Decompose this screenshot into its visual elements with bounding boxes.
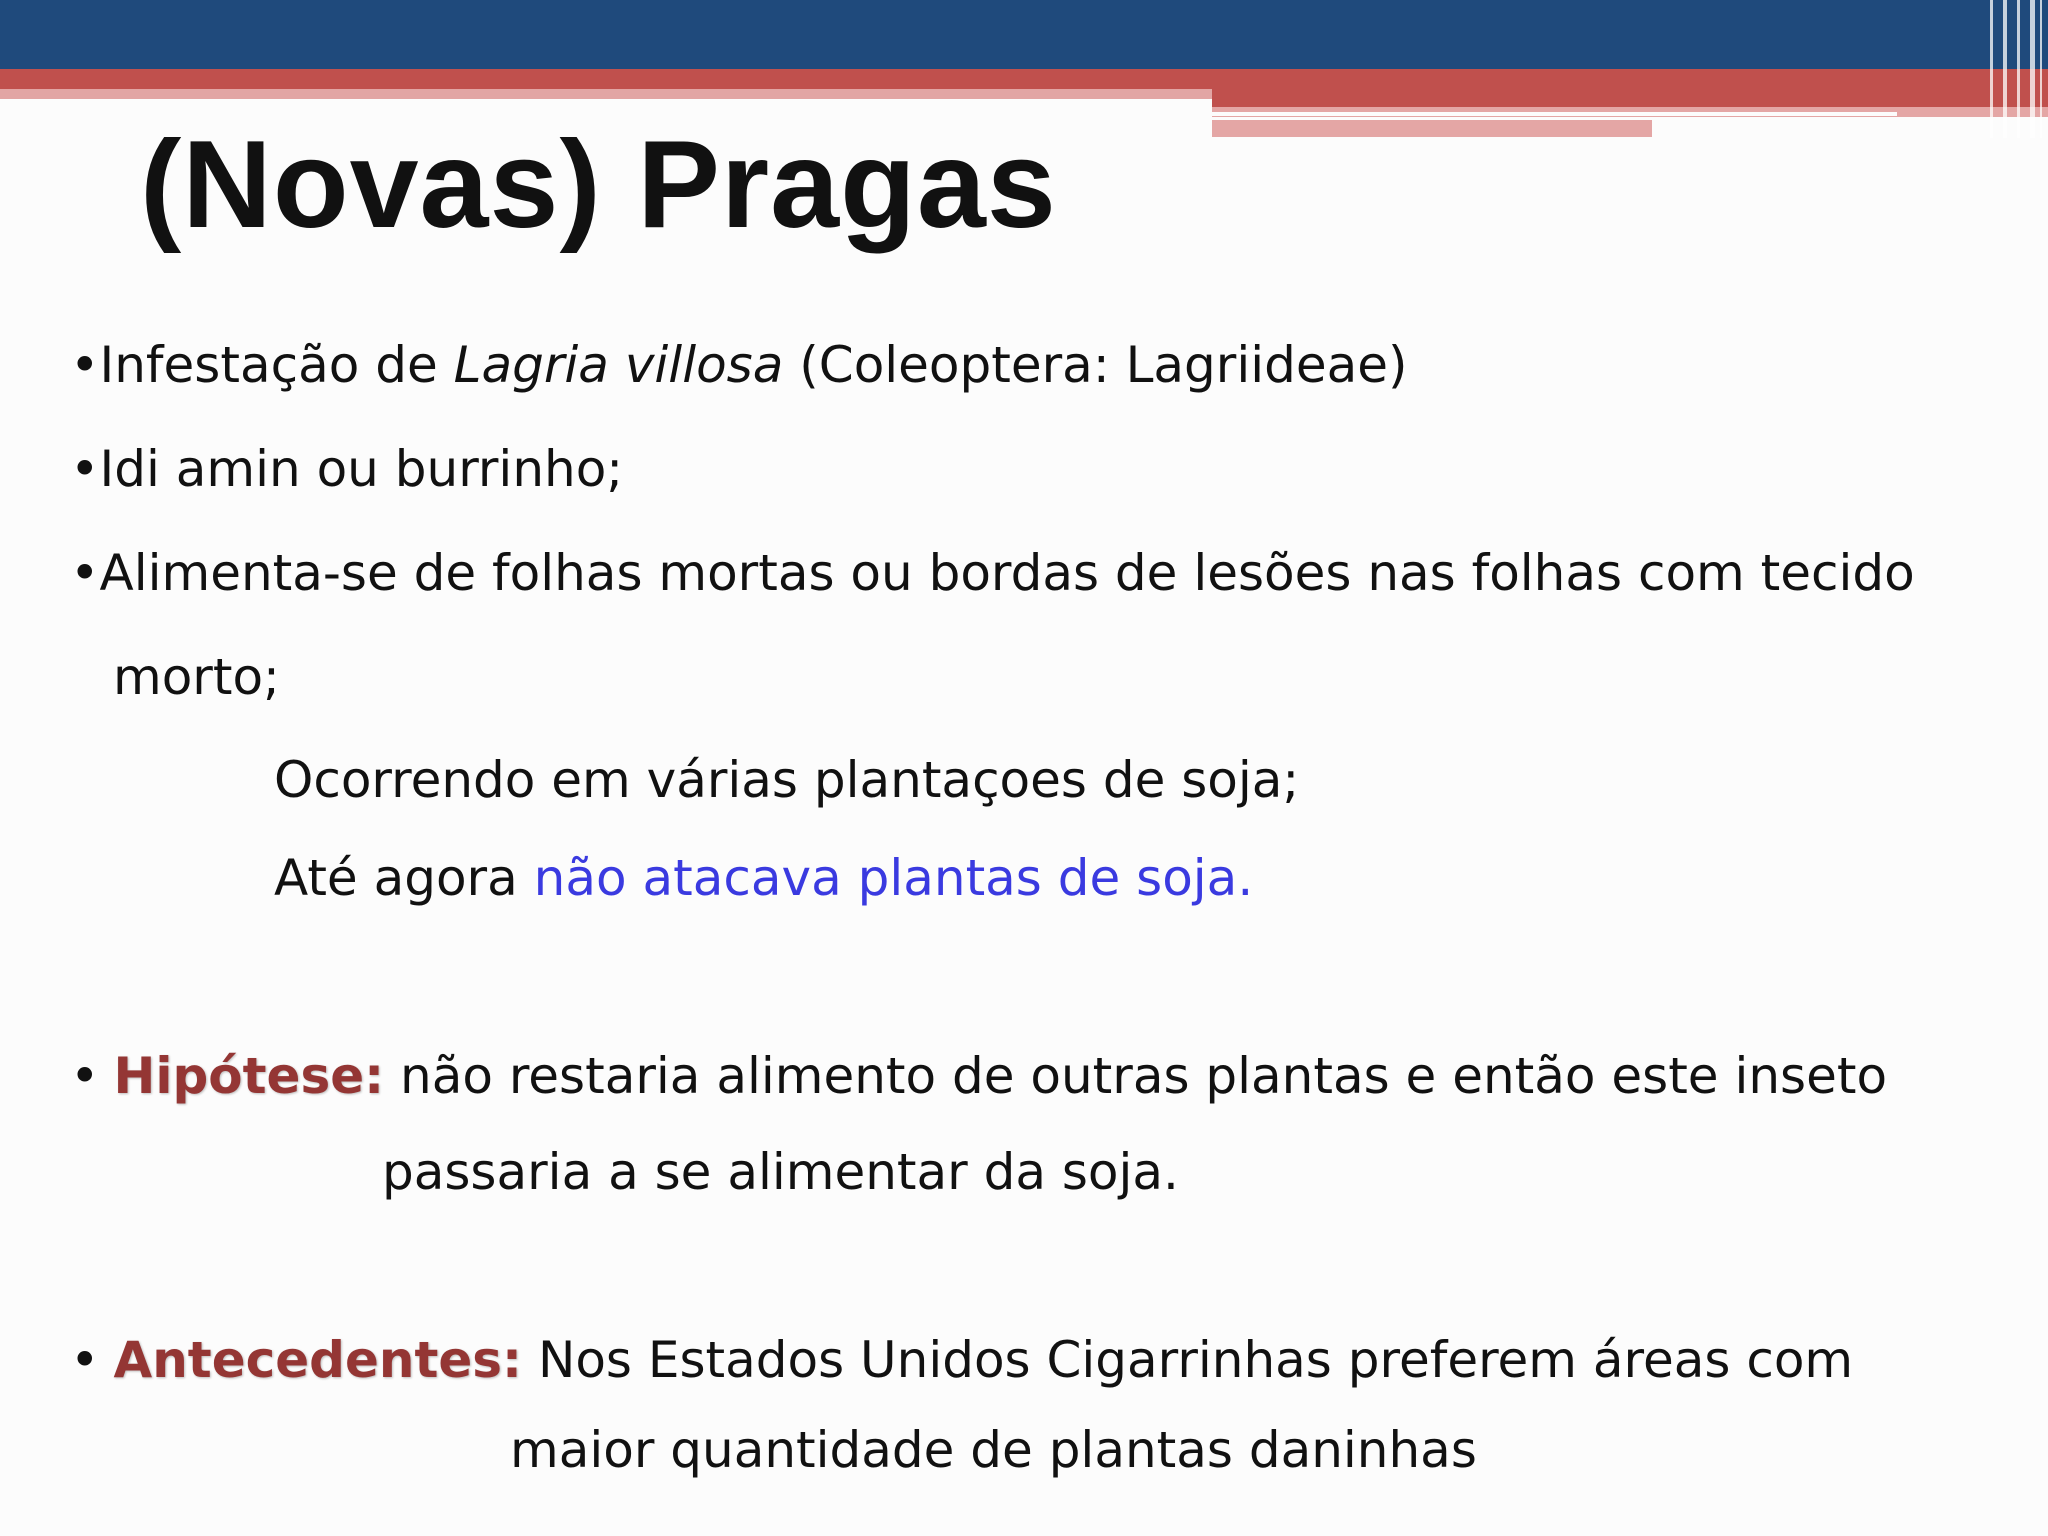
hypothesis-label: Hipótese: bbox=[113, 1047, 385, 1105]
bullet-icon: • bbox=[70, 1047, 100, 1105]
bullet-hypothesis bbox=[70, 1044, 1887, 1108]
banner-stripe bbox=[2003, 0, 2007, 138]
hypothesis-text-line2: passaria a se alimentar da soja. bbox=[382, 1143, 1179, 1201]
banner-stripe bbox=[2040, 0, 2042, 138]
species-name: Lagria villosa bbox=[453, 336, 784, 394]
until-now-highlight: não atacava plantas de soja. bbox=[533, 849, 1254, 907]
banner-pink-band-left bbox=[0, 89, 1212, 99]
infestation-suffix: (Coleoptera: Lagriideae) bbox=[783, 336, 1408, 394]
until-now-prefix: Até agora bbox=[274, 849, 534, 907]
banner-red-band bbox=[0, 69, 2048, 89]
infestation-prefix: Infestação de bbox=[99, 336, 454, 394]
banner-stripe bbox=[1990, 0, 1993, 138]
slide-title: (Novas) Pragas bbox=[140, 116, 1057, 254]
background-text-line2: maior quantidade de plantas daninhas bbox=[510, 1421, 1477, 1479]
bullet-common-names bbox=[70, 437, 623, 501]
occurring-text: Ocorrendo em várias plantaçoes de soja; bbox=[274, 751, 1300, 809]
banner-stripe bbox=[2030, 0, 2035, 138]
bullet-icon: • bbox=[70, 544, 100, 602]
banner-red-band-right bbox=[1212, 89, 2048, 107]
bullet-icon: • bbox=[70, 1331, 100, 1389]
banner-white-line bbox=[1212, 112, 1897, 116]
common-names-text: Idi amin ou burrinho; bbox=[99, 440, 624, 498]
banner-pink-band-short bbox=[1212, 120, 1652, 137]
background-text-line1: Nos Estados Unidos Cigarrinhas preferem áreas com bbox=[537, 1331, 1854, 1389]
bullet-feeding bbox=[70, 541, 1915, 605]
bullet-background bbox=[70, 1328, 1853, 1392]
banner-blue-band bbox=[0, 0, 2048, 69]
hypothesis-text-line1: não restaria alimento de outras plantas e então este inseto bbox=[400, 1047, 1888, 1105]
bullet-icon: • bbox=[70, 440, 100, 498]
banner-stripe bbox=[2017, 0, 2020, 138]
until-now-line bbox=[274, 846, 1253, 910]
background-label: Antecedentes: bbox=[113, 1331, 523, 1389]
feeding-text-line2: morto; bbox=[113, 648, 280, 706]
feeding-text-line1: Alimenta-se de folhas mortas ou bordas de lesões nas folhas com tecido bbox=[99, 544, 1915, 602]
bullet-infestation bbox=[70, 333, 1408, 397]
bullet-icon: • bbox=[70, 336, 100, 394]
